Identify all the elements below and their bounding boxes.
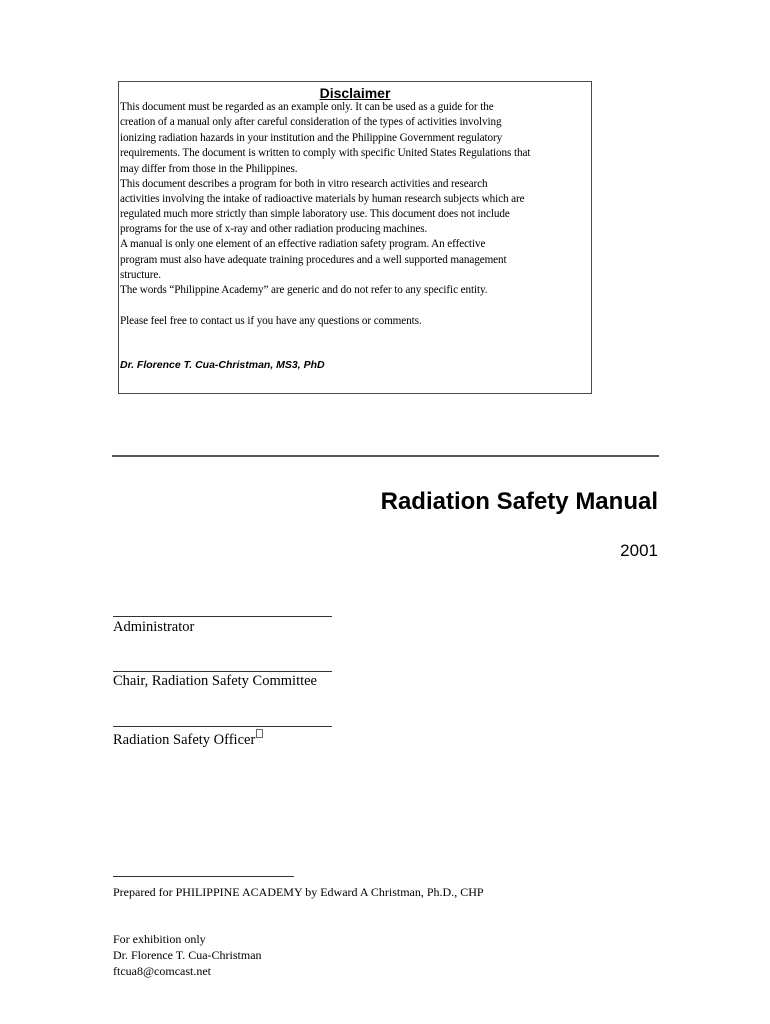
disclaimer-line: programs for the use of x-ray and other radiation producing machines. bbox=[120, 223, 428, 235]
footnote-marker-icon bbox=[256, 729, 263, 738]
signature-label-rso bbox=[113, 729, 263, 749]
disclaimer-line: may differ from those in the Philippines. bbox=[120, 163, 298, 175]
contact-line-1: For exhibition only bbox=[113, 932, 206, 946]
signature-label-rso-text: Radiation Safety Officer bbox=[113, 731, 256, 748]
disclaimer-line: A manual is only one element of an effective radiation safety program. An effective bbox=[120, 238, 486, 250]
disclaimer-line: This document must be regarded as an example only. It can be used as a guide for the bbox=[120, 101, 494, 113]
signature-line-chair bbox=[113, 671, 332, 672]
disclaimer-line: structure. bbox=[120, 269, 161, 281]
disclaimer-line: requirements. The document is written to comply with specific United States Regulations that bbox=[120, 147, 531, 159]
signature-label-chair: Chair, Radiation Safety Committee bbox=[113, 673, 317, 689]
disclaimer-box bbox=[118, 81, 592, 394]
disclaimer-line: activities involving the intake of radioactive materials by human research subjects which are bbox=[120, 193, 525, 205]
disclaimer-line: The words “Philippine Academy” are generic and do not refer to any specific entity. bbox=[120, 284, 488, 296]
document-year: 2001 bbox=[620, 541, 658, 560]
disclaimer-line: This document describes a program for both in vitro research activities and research bbox=[120, 178, 488, 190]
disclaimer-line: creation of a manual only after careful consideration of the types of activities involving bbox=[120, 116, 502, 128]
document-title: Radiation Safety Manual bbox=[380, 488, 658, 515]
title-divider bbox=[112, 455, 659, 457]
disclaimer-line: regulated much more strictly than simple laboratory use. This document does not include bbox=[120, 208, 510, 220]
footnote-prepared-by: Prepared for PHILIPPINE ACADEMY by Edward A Christman, Ph.D., CHP bbox=[113, 885, 484, 899]
signature-label-administrator: Administrator bbox=[113, 619, 195, 635]
signature-line-rso bbox=[113, 726, 332, 727]
disclaimer-line: ionizing radiation hazards in your institution and the Philippine Government regulatory bbox=[120, 132, 503, 144]
disclaimer-author: Dr. Florence T. Cua-Christman, MS3, PhD bbox=[120, 359, 325, 371]
contact-email: ftcua8@comcast.net bbox=[113, 964, 212, 978]
signature-line-administrator bbox=[113, 616, 332, 617]
contact-line-2: Dr. Florence T. Cua-Christman bbox=[113, 948, 262, 962]
disclaimer-title: Disclaimer bbox=[319, 85, 391, 101]
footnote-separator bbox=[113, 876, 294, 877]
disclaimer-line: program must also have adequate training procedures and a well supported management bbox=[120, 254, 507, 266]
disclaimer-line: Please feel free to contact us if you have any questions or comments. bbox=[120, 315, 422, 327]
